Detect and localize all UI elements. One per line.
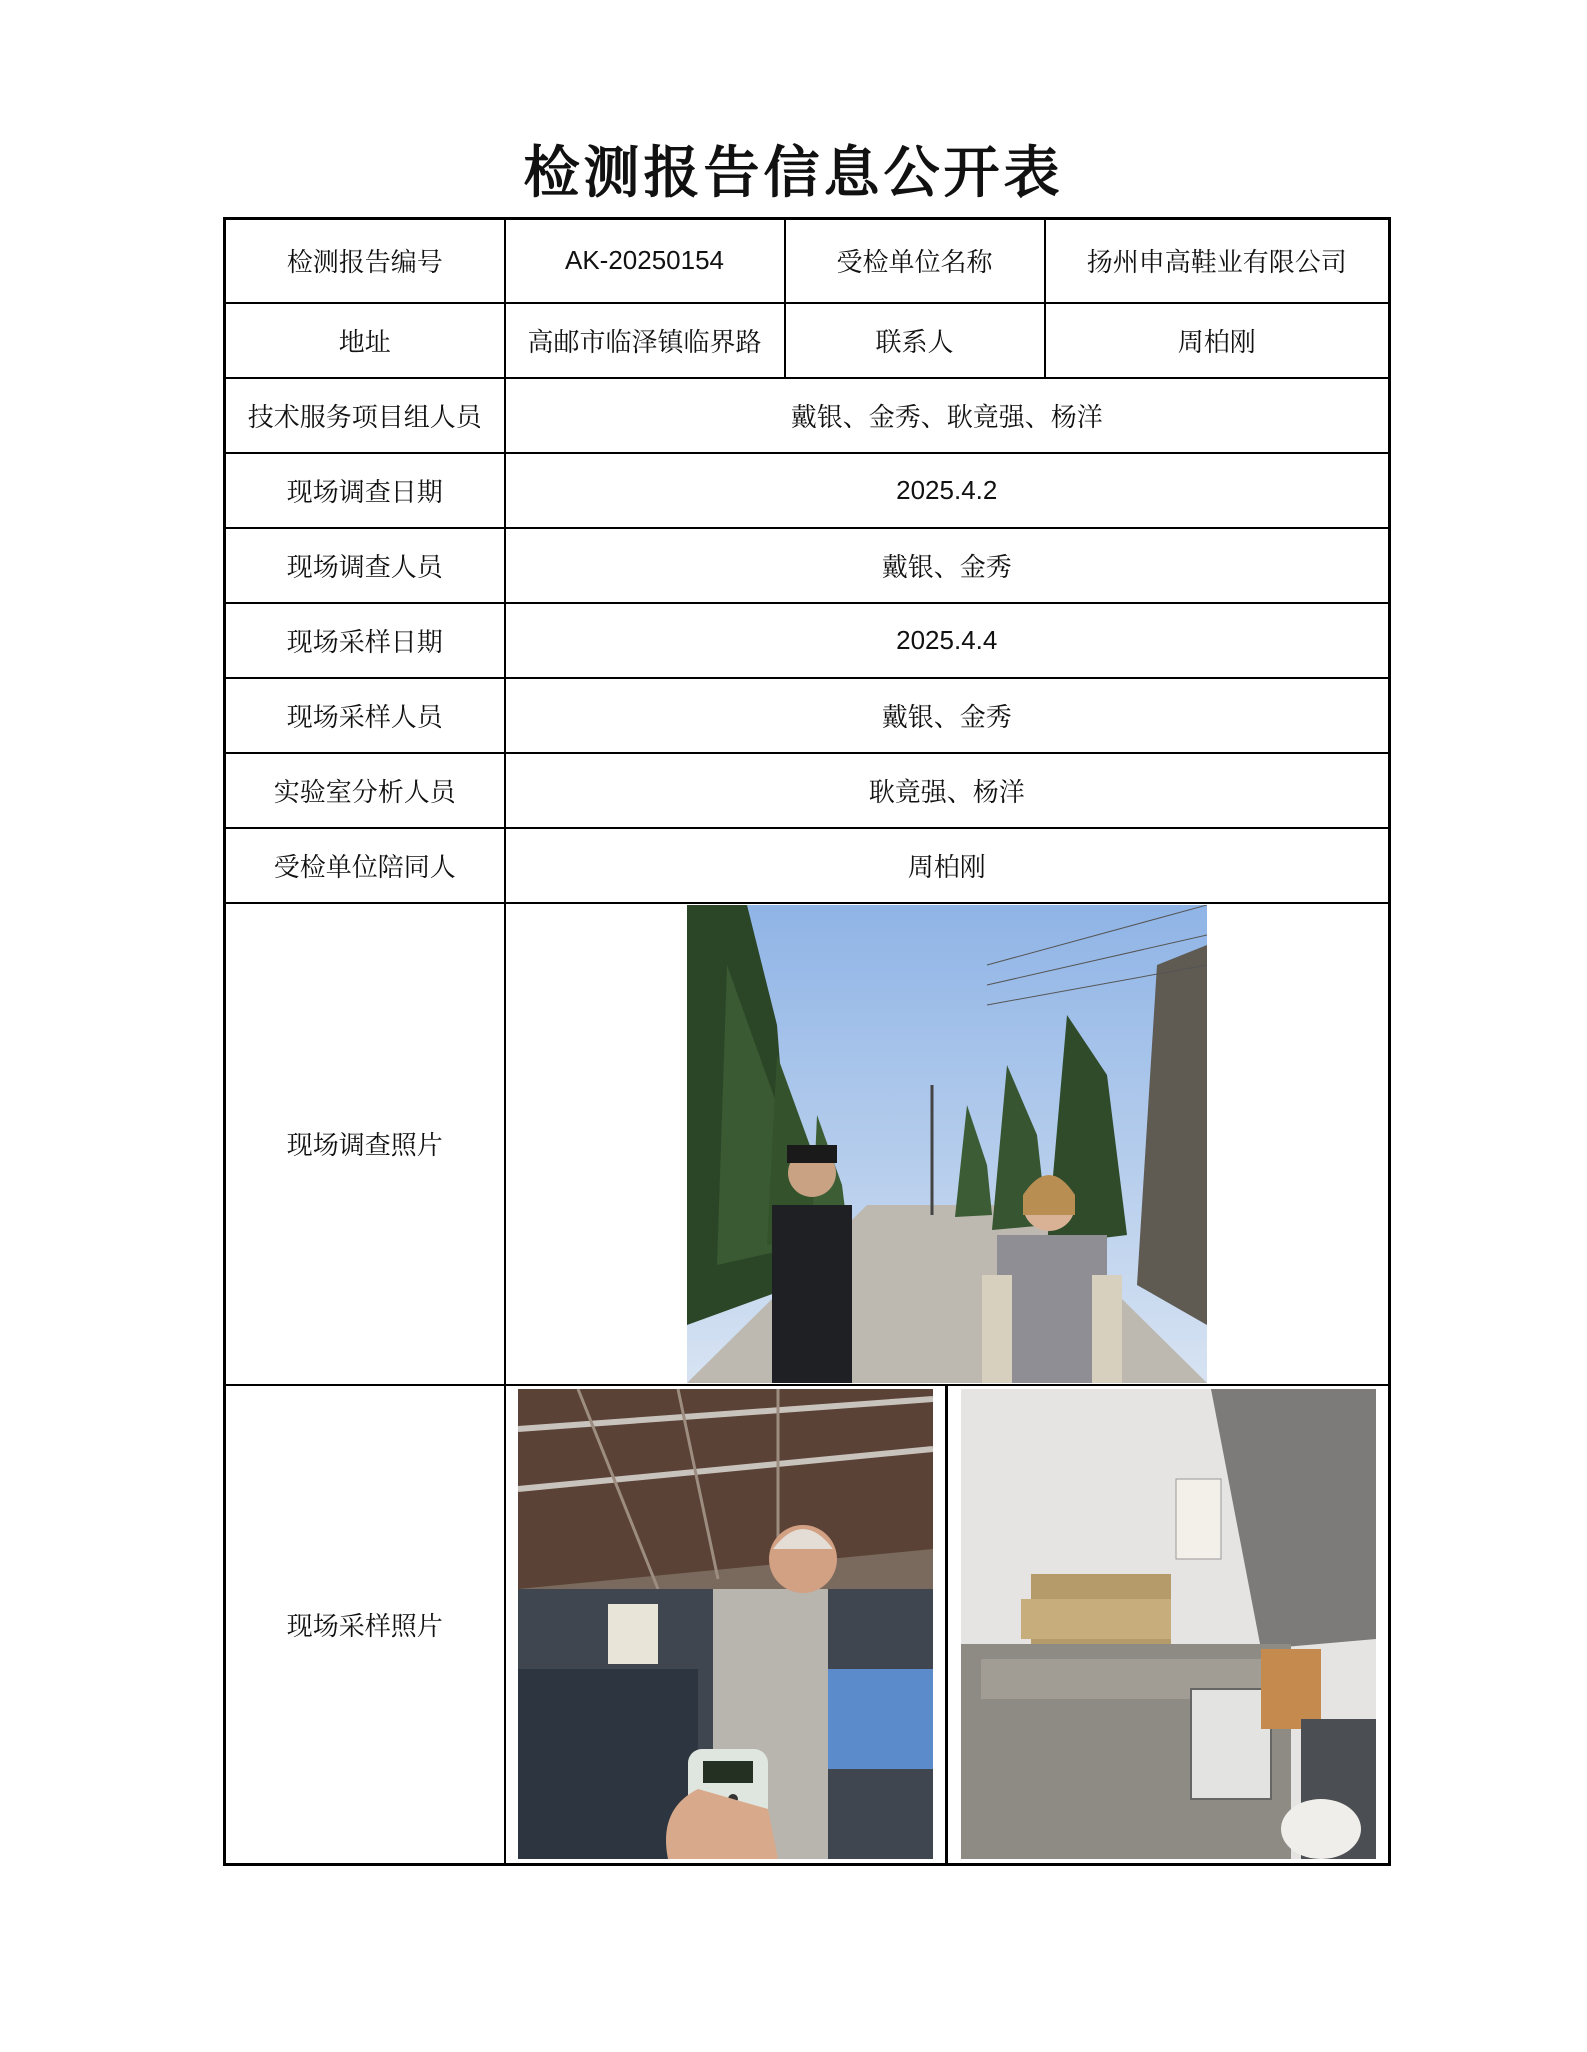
label-escort: 受检单位陪同人: [225, 828, 505, 903]
sampling-photo-2: [961, 1389, 1376, 1859]
label-unit-name: 受检单位名称: [785, 219, 1045, 303]
label-address: 地址: [225, 303, 505, 378]
value-contact: 周柏刚: [1045, 303, 1390, 378]
label-survey-staff: 现场调查人员: [225, 528, 505, 603]
label-sampling-staff: 现场采样人员: [225, 678, 505, 753]
value-team: 戴银、金秀、耿竟强、杨洋: [505, 378, 1390, 453]
sampling-photo-cell: [505, 1385, 1390, 1865]
value-report-no: AK-20250154: [505, 219, 785, 303]
value-unit-name: 扬州申高鞋业有限公司: [1045, 219, 1390, 303]
label-survey-photo: 现场调查照片: [225, 903, 505, 1385]
label-lab-staff: 实验室分析人员: [225, 753, 505, 828]
survey-photo-cell: [505, 903, 1390, 1385]
survey-photo: [687, 905, 1207, 1383]
table-row: [225, 903, 1390, 1385]
value-survey-date: 2025.4.2: [505, 453, 1390, 528]
label-sampling-date: 现场采样日期: [225, 603, 505, 678]
sampling-photo-pair: [506, 1386, 1389, 1864]
page-title: 检测报告信息公开表: [523, 140, 1064, 206]
table-row: [225, 528, 1390, 603]
value-sampling-date: 2025.4.4: [505, 603, 1390, 678]
value-lab-staff: 耿竟强、杨洋: [505, 753, 1390, 828]
sampling-photo-1: [518, 1389, 933, 1859]
table-row: [225, 453, 1390, 528]
sampling-photo-slot-2: [945, 1386, 1388, 1864]
label-team: 技术服务项目组人员: [225, 378, 505, 453]
report-table: [223, 217, 1391, 1866]
table-row: [225, 828, 1390, 903]
label-contact: 联系人: [785, 303, 1045, 378]
label-report-no: 检测报告编号: [225, 219, 505, 303]
table-row: [225, 603, 1390, 678]
table-row: [225, 378, 1390, 453]
table-row: [225, 678, 1390, 753]
value-survey-staff: 戴银、金秀: [505, 528, 1390, 603]
value-address: 高邮市临泽镇临界路: [505, 303, 785, 378]
table-row: [225, 303, 1390, 378]
label-sampling-photo: 现场采样照片: [225, 1385, 505, 1865]
table-row: [225, 219, 1390, 303]
sampling-photo-slot-1: [506, 1386, 946, 1864]
value-sampling-staff: 戴银、金秀: [505, 678, 1390, 753]
label-survey-date: 现场调查日期: [225, 453, 505, 528]
value-escort: 周柏刚: [505, 828, 1390, 903]
table-row: [225, 753, 1390, 828]
table-row: [225, 1385, 1390, 1865]
